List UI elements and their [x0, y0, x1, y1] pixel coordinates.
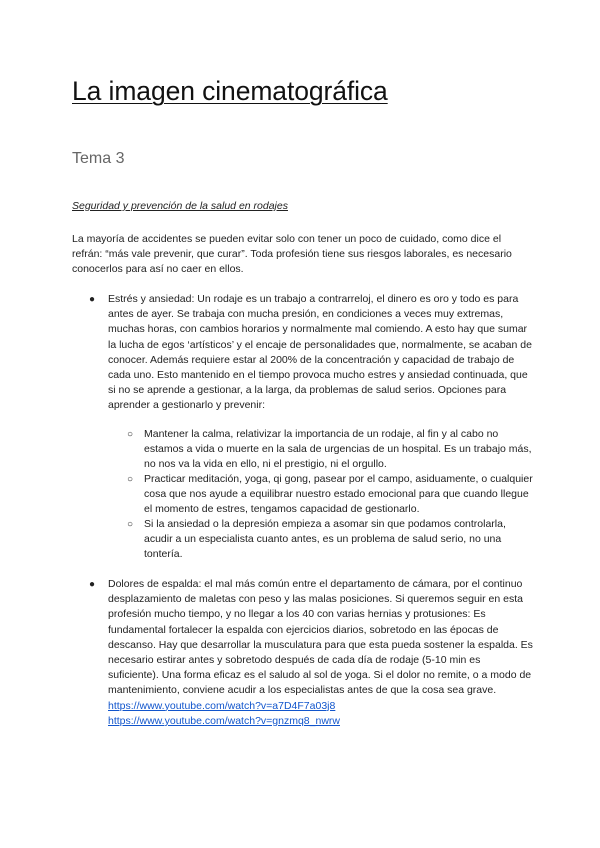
youtube-link-1[interactable]: https://www.youtube.com/watch?v=a7D4F7a03j8 — [108, 699, 336, 712]
list-item — [89, 577, 533, 729]
circle-bullet-icon: ○ — [127, 429, 134, 440]
intro-paragraph: La mayoría de accidentes se pueden evitar solo con tener un poco de cuidado, como dice el refrán: “más vale prevenir, que curar”. Toda profesión tiene sus riesgos laborales, es necesario conocerlos para así no caer en ellos. — [72, 233, 512, 276]
circle-bullet-icon: ○ — [127, 519, 134, 530]
document-title: La imagen cinematográfica — [72, 76, 388, 106]
circle-bullet-icon: ○ — [127, 474, 134, 485]
sub-item-text: Practicar meditación, yoga, qi gong, pasear por el campo, asiduamente, o cualquier cosa que nos ayude a equilibrar nuestro estado emocional para que cuando llegue el momento de estres, tengamos capacidad de gestionarlo. — [144, 473, 533, 516]
sub-list-item — [127, 472, 534, 518]
sub-list-item — [127, 517, 534, 563]
sub-item-text: Si la ansiedad o la depresión empieza a asomar sin que podamos controlarla, acudir a un especialista cuanto antes, es un problema de salud serio, no una tontería. — [144, 518, 506, 561]
bullet-icon: ● — [89, 579, 96, 590]
list-item — [89, 292, 533, 414]
sub-item-text: Mantener la calma, relativizar la importancia de un rodaje, al fin y al cabo no estamos a vida o muerte en la sala de urgencias de un hospital. Es un trabajo más, no nos va la vida en ello, ni el prestigio, ni el orgullo. — [144, 428, 532, 471]
bullet-icon: ● — [89, 294, 96, 305]
section-heading: Seguridad y prevención de la salud en rodajes — [72, 200, 288, 212]
sub-list-item — [127, 427, 534, 473]
document-subtitle: Tema 3 — [72, 150, 125, 167]
bullet-text: Dolores de espalda: el mal más común entre el departamento de cámara, por el continuo desplazamiento de maletas con peso y las malas posiciones. Si queremos seguir en esta profesión mucho tiempo, y no llegar a los 40 con varias hernias y protusiones: Es fundamental fortalecer la espalda con ejercicios diarios, sobretodo en las épocas de descanso. Hay que desarrollar la musculatura para que esta pueda sostener la espalda. Es necesario estirar antes y sobretodo después de cada día de rodaje (5-10 min es suficiente). Una forma eficaz es el saludo al sol de yoga. Si el dolor no remite, o a modo de mantenimiento, conviene acudir a los especialistas antes de que la cosa sea grave. — [108, 578, 533, 697]
youtube-link-2[interactable]: https://www.youtube.com/watch?v=gnzmq8_nwrw — [108, 714, 340, 727]
bullet-text: Estrés y ansiedad: Un rodaje es un trabajo a contrarreloj, el dinero es oro y todo es para antes de ayer. Se trabaja con mucha presión, en condiciones a veces muy extremas, muchas horas, con cambios horarios y normalmente mal comiendo. A esto hay que sumar la lucha de egos ‘artísticos’ y el encaje de personalidades que, normalmente, se acaban de conocer. Además requiere estar al 200% de la concentración y capacidad de trabajo de cada uno. Esto mantenido en el tiempo provoca mucho estres y ansiedad continuada, que si no se aprende a gestionar, a la larga, da problemas de salud serios. Opciones para aprender a gestionarlo y prevenir: — [108, 293, 532, 412]
